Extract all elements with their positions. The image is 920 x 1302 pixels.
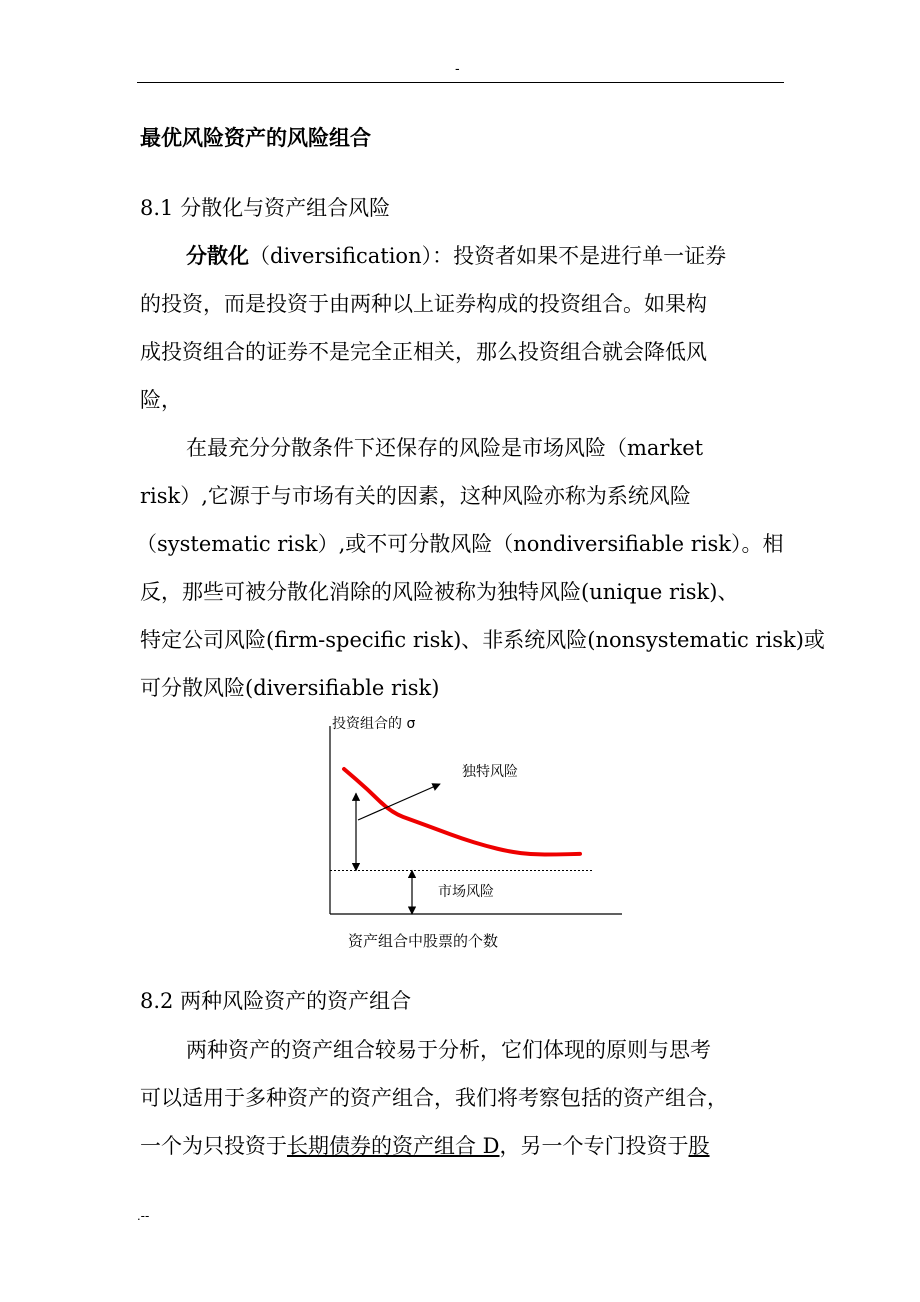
- portfolio-risk-curve: [344, 769, 580, 855]
- paragraph-line: 可分散风险(diversifiable risk): [140, 676, 440, 700]
- paragraph-line: 两种资产的资产组合较易于分析，它们体现的原则与思考: [186, 1038, 711, 1062]
- paragraph-line: 的投资，而是投资于由两种以上证券构成的投资组合。如果构: [140, 292, 707, 316]
- paragraph-line: 险，: [140, 388, 182, 412]
- paragraph-line: 成投资组合的证券不是完全正相关，那么投资组合就会降低风: [140, 340, 707, 364]
- section-heading-8-2: 8.2 两种风险资产的资产组合: [140, 989, 412, 1013]
- link-long-term-bond-portfolio[interactable]: 长期债券的资产组合 D: [287, 1134, 500, 1158]
- paragraph-line: 反，那些可被分散化消除的风险被称为独特风险(unique risk)、: [140, 580, 739, 604]
- paragraph-line: 在最充分分散条件下还保存的风险是市场风险（market: [186, 436, 704, 460]
- link-stock[interactable]: 股: [688, 1134, 710, 1158]
- x-axis-label: 资产组合中股票的个数: [348, 932, 499, 950]
- paragraph-text: （diversification）：投资者如果不是进行单一证券: [249, 244, 727, 268]
- header-rule: [137, 82, 784, 83]
- term-diversification: 分散化: [186, 243, 249, 268]
- paragraph-line: risk）,它源于与市场有关的因素，这种风险亦称为系统风险: [140, 484, 691, 508]
- diversification-chart: [320, 712, 640, 957]
- paragraph-line: [186, 240, 726, 270]
- paragraph-line: 特定公司风险(firm-specific risk)、非系统风险(nonsystematic risk)或: [140, 628, 825, 652]
- footer-mark: .--: [137, 1208, 150, 1223]
- header-mark: -: [455, 60, 460, 76]
- page-title: 最优风险资产的风险组合: [140, 126, 371, 150]
- market-risk-label: 市场风险: [438, 884, 494, 900]
- paragraph-text: ，另一个专门投资于: [499, 1134, 689, 1158]
- section-heading-8-1: 8.1 分散化与资产组合风险: [140, 196, 391, 220]
- y-axis-label: 投资组合的 σ: [332, 716, 416, 732]
- paragraph-line: 可以适用于多种资产的资产组合，我们将考察包括的资产组合，: [140, 1086, 728, 1110]
- paragraph-line: [140, 1130, 710, 1160]
- paragraph-line: （systematic risk）,或不可分散风险（nondiversifiable risk）。相: [136, 532, 784, 556]
- paragraph-text: 一个为只投资于: [140, 1134, 287, 1158]
- unique-risk-label: 独特风险: [462, 764, 518, 780]
